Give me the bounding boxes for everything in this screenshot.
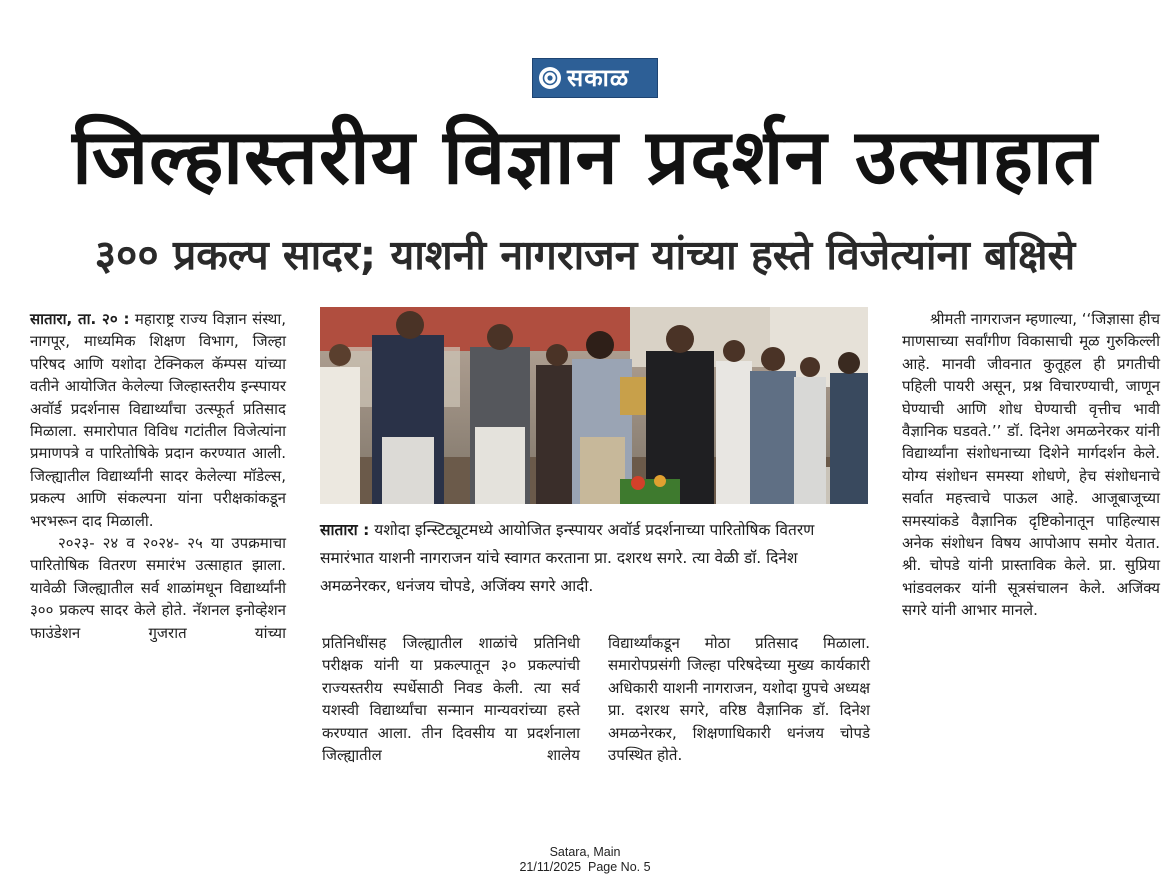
article-paragraph bbox=[30, 308, 286, 532]
subheadline: ३०० प्रकल्प सादर; याशनी नागराजन यांच्या हस्ते विजेत्यांना बक्षिसे bbox=[94, 231, 1076, 279]
article-column-4 bbox=[902, 308, 1160, 622]
edition-label: Satara, Main bbox=[549, 845, 621, 859]
caption-text: यशोदा इन्स्टिट्यूटमध्ये आयोजित इन्स्पायर अवॉर्ड प्रदर्शनाच्या पारितोषिक वितरण समारंभात याशनी नागराजन यांचे स्वागत करताना प्रा. दशरथ सगरे. त्या वेळी डॉ. दिनेश अमळनेरकर, धनंजय चोपडे, अजिंक्य सगरे आदी. bbox=[320, 521, 815, 595]
dateline: सातारा, ता. २० : bbox=[30, 310, 130, 328]
newspaper-logo bbox=[532, 58, 658, 98]
logo-text: सकाळ bbox=[567, 64, 630, 92]
event-photo bbox=[320, 307, 868, 504]
photo-caption bbox=[320, 516, 872, 600]
article-paragraph: २०२३- २४ व २०२४- २५ या उपक्रमाचा पारितोषिक वितरण समारंभ उत्साहात झाला. यावेळी जिल्ह्यातील सर्व शाळांमधून विद्यार्थ्यांनी ३०० प्रकल्प सादर केले होते. नॅशनल इनोव्हेशन फाउंडेशन गुजरात यांच्या bbox=[30, 534, 286, 642]
caption-place: सातारा : bbox=[320, 521, 370, 539]
article-paragraph: श्रीमती नागराजन म्हणाल्या, ‘‘जिज्ञासा हीच माणसाच्या सर्वांगीण विकासाची मूळ गुरुकिल्ली आहे. मानवी जीवनात कुतूहल ही प्रगतीची पहिली पायरी असून, प्रश्न विचारण्याची, जाणून घेण्याची आणि शोध घेण्याची वृत्तीच भावी वैज्ञानिक घडवते.’’ डॉ. दिनेश अमळनेरकर यांनी विद्यार्थ्यांना संशोधनाच्या दिशेने मार्गदर्शन केले. योग्य संशोधन समस्या शोधणे, हेच संशोधनाचे सर्वात महत्त्वाचे पाऊल आहे. आजूबाजूच्या समस्यांकडे वैज्ञानिक दृष्टिकोनातून पाहिल्यास अनेक संशोधन विषय आपोआप समोर येतात. श्री. चोपडे यांनी प्रास्ताविक केले. प्रा. सुप्रिया भांडवलकर यांनी सूत्रसंचालन केले. अजिंक्य सगरे यांनी आभार मानले. bbox=[902, 310, 1160, 620]
article-paragraph: विद्यार्थ्यांकडून मोठा प्रतिसाद मिळाला. समारोपप्रसंगी जिल्हा परिषदेच्या मुख्य कार्यकारी अधिकारी याशनी नागराजन, यशोदा ग्रुपचे अध्यक्ष प्रा. दशरथ सगरे, वरिष्ठ वैज्ञानिक डॉ. दिनेश अमळनेरकर, शिक्षणाधिकारी धनंजय चोपडे उपस्थित होते. bbox=[608, 634, 870, 765]
date-page-label: 21/11/2025 Page No. 5 bbox=[519, 860, 651, 874]
article-column-3 bbox=[608, 632, 870, 766]
article-paragraph: प्रतिनिधींसह जिल्ह्यातील शाळांचे प्रतिनिधी परीक्षक यांनी या प्रकल्पातून ३० प्रकल्पांची राज्यस्तरीय स्पर्धेसाठी निवड केली. त्या सर्व यशस्वी विद्यार्थ्यांचा सन्मान मान्यवरांच्या हस्ते करण्यात आला. तीन दिवसीय या प्रदर्शनाला जिल्ह्यातील शालेय bbox=[322, 634, 580, 765]
page-footer bbox=[440, 845, 730, 875]
emblem-icon bbox=[539, 67, 561, 89]
headline: जिल्हास्तरीय विज्ञान प्रदर्शन उत्साहात bbox=[72, 112, 1098, 201]
article-lead-text: महाराष्ट्र राज्य विज्ञान संस्था, नागपूर, माध्यमिक शिक्षण विभाग, जिल्हा परिषद आणि यशोदा टेक्निकल कॅम्पस यांच्या वतीने आयोजित केलेल्या जिल्हास्तरीय इन्स्पायर अवॉर्ड प्रदर्शनास विद्यार्थ्यांचा उत्स्फूर्त प्रतिसाद मिळाला. समारोपात विविध गटांतील विजेत्यांना प्रमाणपत्रे व पारितोषिके प्रदान करण्यात आली. जिल्ह्यातील विद्यार्थ्यांनी सादर केलेल्या मॉडेल्स, प्रकल्प आणि संकल्पना यांना परीक्षकांकडून भरभरून दाद मिळाली. bbox=[30, 310, 287, 530]
article-column-2 bbox=[322, 632, 580, 766]
article-column-1 bbox=[30, 308, 286, 644]
